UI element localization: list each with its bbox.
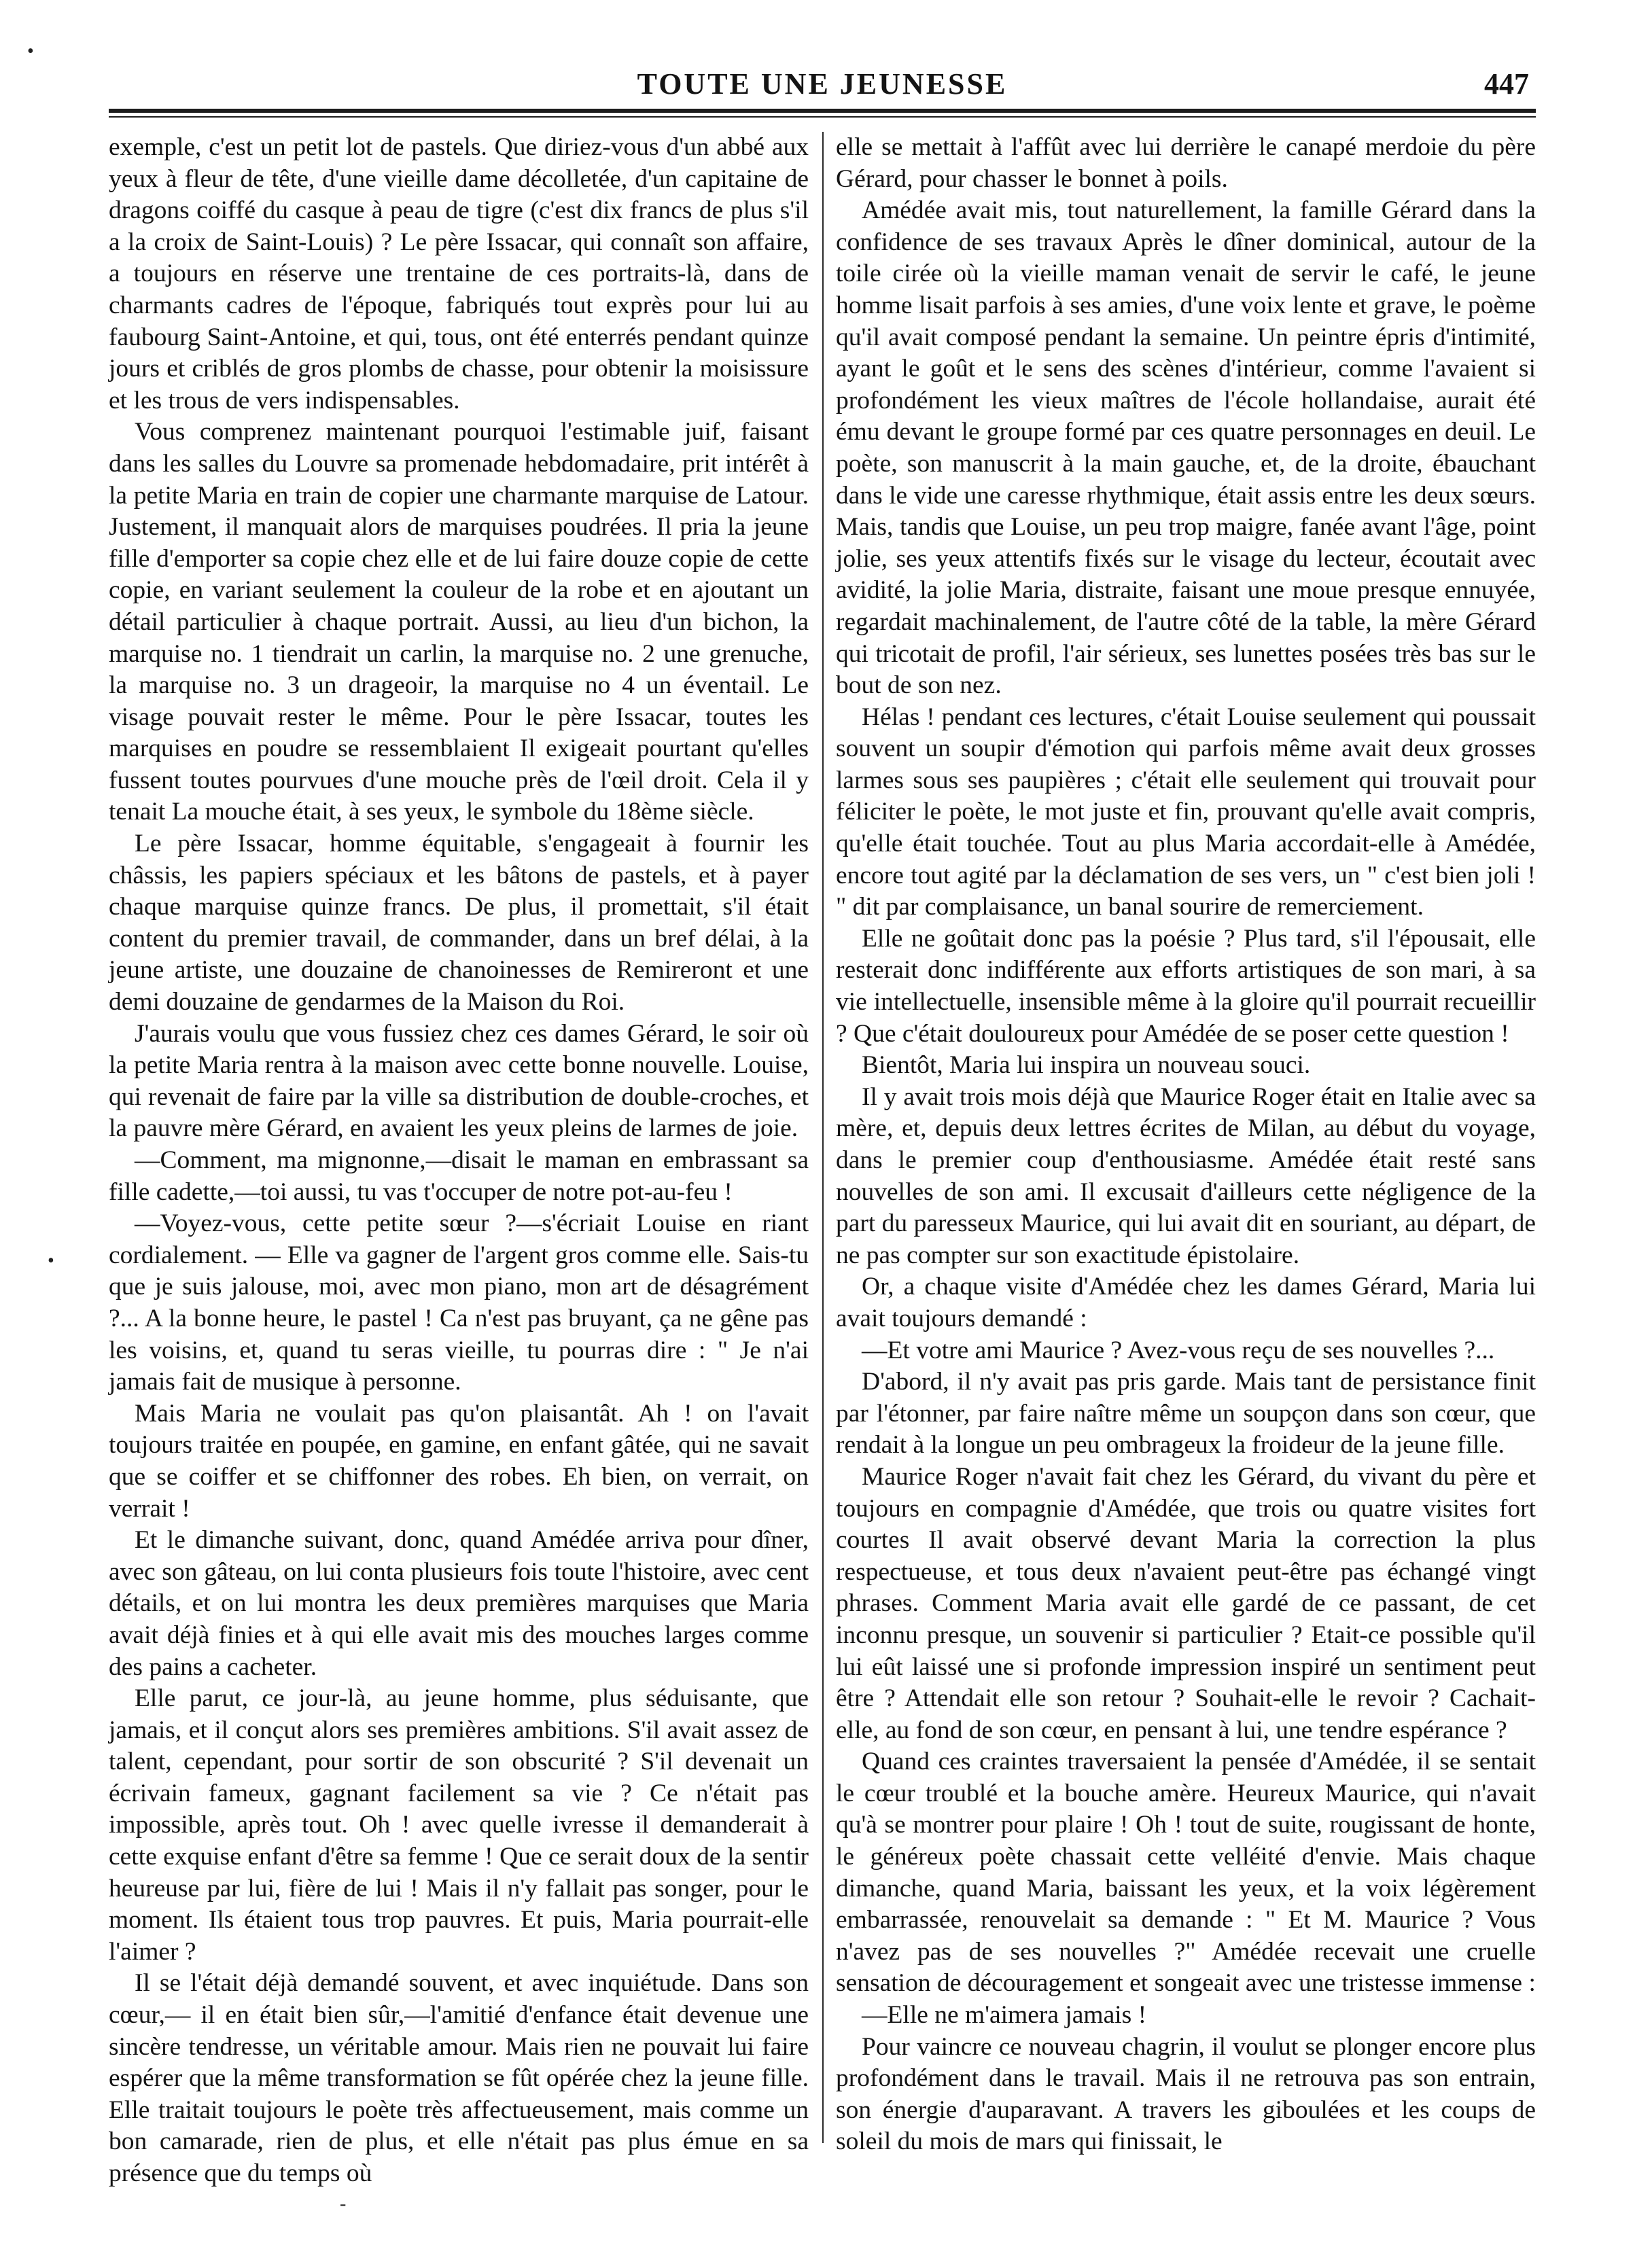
paragraph: Il se l'était déjà demandé souvent, et avec inquiétude. Dans son cœur,— il en était bien sûr,—l'amitié d'enfance était devenue une sincère tendresse, un véritable amour. Mais rien ne pouvait lui faire espérer que la même transformation se fût opérée chez la jeune fille. Elle traitait toujours le poète très affectueusement, mais comme un bon camarade, rien de plus, et elle n'était pas plus émue en sa présence que du temps où xyxy=(109,1969,809,2187)
paragraph: elle se mettait à l'affût avec lui derrière le canapé merdoie du père Gérard, pour chasser le bonnet à poils. xyxy=(836,133,1536,193)
paragraph: Il y avait trois mois déjà que Maurice Roger était en Italie avec sa mère, et, depuis deux lettres écrites de Milan, au début du voyage, dans le premier coup d'enthousiasme. Amédée était resté sans nouvelles de son ami. Il excusait d'ailleurs cette négligence de la part du paresseux Maurice, qui lui avait dit en souriant, au départ, de ne pas compter sur son exactitude épistolaire. xyxy=(836,1082,1536,1269)
paragraph: —Comment, ma mignonne,—disait le maman en embrassant sa fille cadette,—toi aussi, tu vas t'occuper de notre pot-au-feu ! xyxy=(109,1146,809,1206)
header-rule-thin xyxy=(109,116,1536,118)
paragraph: J'aurais voulu que vous fussiez chez ces dames Gérard, le soir où la petite Maria rentra à la maison avec cette bonne nouvelle. Louise, qui revenait de faire par la ville sa distribution de double-croches, et la pauvre mère Gérard, en avaient les yeux pleins de larmes de joie. xyxy=(109,1019,809,1143)
paragraph: exemple, c'est un petit lot de pastels. Que diriez-vous d'un abbé aux yeux à fleur de tête, d'une vieille dame décolletée, d'un capitaine de dragons coiffé du casque à peau de tigre (c'est dix francs de plus s'il a la croix de Saint-Louis) ? Le père Issacar, qui connaît son affaire, a toujours en réserve une trentaine de ces portraits-là, dans de charmants cadres de l'époque, fabriqués tout exprès pour lui au faubourg Saint-Antoine, et qui, tous, ont été enterrés pendant quinze jours et criblés de gros plombs de chasse, pour obtenir la moisissure et les trous de vers indispensables. xyxy=(109,133,809,414)
running-title: TOUTE UNE JEUNESSE xyxy=(637,67,1008,101)
margin-speck: - xyxy=(340,2193,347,2214)
paragraph: Vous comprenez maintenant pourquoi l'estimable juif, faisant dans les salles du Louvre sa promenade hebdomadaire, prit intérêt à la petite Maria en train de copier une charmante marquise de Latour. Justement, il manquait alors de marquises poudrées. Il pria la jeune fille d'emporter sa copie chez elle et de lui faire douze copie de cette copie, en variant seulement la couleur de la robe et en ajoutant un détail particulier à chaque portrait. Aussi, au lieu d'un bichon, la marquise no. 1 tiendrait un carlin, la marquise no. 2 une grenuche, la marquise no. 3 un drageoir, la marquise no 4 un éventail. Le visage pouvait rester le même. Pour le père Issacar, toutes les marquises en poudre se ressemblaient Il exigeait pourtant qu'elles fussent toutes pourvues d'une mouche près de l'œil droit. Cela il y tenait La mouche était, à ses yeux, le symbole du 18ème siècle. xyxy=(109,418,809,826)
paragraph: Elle ne goûtait donc pas la poésie ? Plus tard, s'il l'épousait, elle resterait donc indifférente aux efforts artistiques de son mari, à sa vie intellectuelle, insensible même à la gloire qu'il pourrait recueillir ? Que c'était douloureux pour Amédée de se poser cette question ! xyxy=(836,924,1536,1048)
left-column xyxy=(109,132,809,2204)
paragraph: Mais Maria ne voulait pas qu'on plaisantât. Ah ! on l'avait toujours traitée en poupée, en gamine, en enfant gâtée, qui ne savait que se coiffer et se chiffonner des robes. Eh bien, on verrait, on verrait ! xyxy=(109,1399,809,1523)
paragraph: —Voyez-vous, cette petite sœur ?—s'écriait Louise en riant cordialement. — Elle va gagner de l'argent gros comme elle. Sais-tu que je suis jalouse, moi, avec mon piano, mon art de désagrément ?... A la bonne heure, le pastel ! Ca n'est pas bruyant, ça ne gêne pas les voisins, et, quand tu seras vieille, tu pourras dire : " Je n'ai jamais fait de musique à personne. xyxy=(109,1209,809,1396)
paragraph: Bientôt, Maria lui inspira un nouveau souci. xyxy=(862,1051,1311,1080)
paragraph: D'abord, il n'y avait pas pris garde. Mais tant de persistance finit par l'étonner, par faire naître même un soupçon dans son cœur, que rendait à la longue un peu ombrageux la froideur de la jeune fille. xyxy=(836,1368,1536,1460)
paragraph: Pour vaincre ce nouveau chagrin, il voulut se plonger encore plus profondément dans le travail. Mais il ne retrouva pas son entrain, son énergie d'auparavant. A travers les giboulées et les coups de soleil du mois de mars qui finissait, le xyxy=(836,2032,1536,2156)
paragraph: Hélas ! pendant ces lectures, c'était Louise seulement qui poussait souvent un soupir d'émotion qui parfois même avait deux grosses larmes sous ses paupières ; c'était elle seulement qui trouvait pour féliciter le poète, le mot juste et fin, prouvant qu'elle avait compris, qu'elle était touchée. Tout au plus Maria accordait-elle à Amédée, encore tout agité par la déclamation de ses vers, un " c'est bien joli ! " dit par complaisance, un banal sourire de remerciement. xyxy=(836,703,1536,921)
paragraph: Or, a chaque visite d'Amédée chez les dames Gérard, Maria lui avait toujours demandé : xyxy=(836,1273,1536,1332)
paragraph: —Elle ne m'aimera jamais ! xyxy=(862,2001,1147,2030)
header-rule-thick xyxy=(109,109,1536,113)
paragraph: Et le dimanche suivant, donc, quand Amédée arriva pour dîner, avec son gâteau, on lui conta plusieurs fois toute l'histoire, avec cent détails, et on lui montra les deux premières marquises que Maria avait déjà finies et à qui elle avait mis des mouches larges comme des pains a cacheter. xyxy=(109,1526,809,1681)
paragraph: —Et votre ami Maurice ? Avez-vous reçu de ses nouvelles ?... xyxy=(862,1336,1495,1364)
margin-speck: • xyxy=(27,41,34,62)
page-number: 447 xyxy=(1484,67,1529,101)
column-divider xyxy=(822,132,824,2143)
paragraph: Amédée avait mis, tout naturellement, la famille Gérard dans la confidence de ses travaux Après le dîner dominical, autour de la toile cirée où la vieille maman venait de servir le café, le jeune homme lisait parfois à ses amies, d'une voix lente et grave, le poème qu'il avait composé pendant la semaine. Un peintre épris d'intimité, ayant le goût et le sens des scènes d'intérieur, comme l'avaient si profondément les vieux maîtres de l'école hollandaise, aurait été ému devant le groupe formé par ces quatre personnages en deuil. Le poète, son manuscrit à la main gauche, et, de la droite, ébauchant dans le vide une caresse rhythmique, était assis entre les deux sœurs. Mais, tandis que Louise, un peu trop maigre, fanée avant l'âge, point jolie, ses yeux attentifs fixés sur le visage du lecteur, écoutait avec avidité, la jolie Maria, distraite, faisant une moue presque ennuyée, regardait machinalement, de l'autre côté de la table, la mère Gérard qui tricotait de profil, l'air sérieux, ses lunettes posées très bas sur le bout de son nez. xyxy=(836,196,1536,700)
margin-speck: • xyxy=(48,1250,54,1271)
paragraph: Le père Issacar, homme équitable, s'engageait à fournir les châssis, les papiers spéciaux et les bâtons de pastels, et à payer chaque marquise quinze francs. De plus, il promettait, s'il était content du premier travail, de commander, dans un bref délai, à la jeune artiste, une douzaine de chanoinesses de Remireront et une demi douzaine de gendarmes de la Maison du Roi. xyxy=(109,830,809,1016)
page-header xyxy=(109,63,1536,103)
right-column xyxy=(836,132,1536,2204)
paragraph: Quand ces craintes traversaient la pensée d'Amédée, il se sentait le cœur troublé et la bouche amère. Heureux Maurice, qui n'avait qu'à se montrer pour plaire ! Oh ! tout de suite, rougissant de honte, le généreux poète chassait cette velléité d'envie. Mais chaque dimanche, quand Maria, baissant les yeux, et la voix légèrement embarrassée, renouvelait sa demande : " Et M. Maurice ? Vous n'avez pas de ses nouvelles ?" Amédée recevait une cruelle sensation de découragement et songeait avec une tristesse immense : xyxy=(836,1748,1536,1998)
paragraph: Maurice Roger n'avait fait chez les Gérard, du vivant du père et toujours en compagnie d'Amédée, que trois ou quatre visites fort courtes Il avait observé devant Maria la correction la plus respectueuse, et tous deux n'avaient peut-être pas échangé vingt phrases. Comment Maria avait elle gardé de ce passant, de cet inconnu presque, un souvenir si particulier ? Etait-ce possible qu'il lui eût laissé une si profonde impression inspiré un sentiment peut être ? Attendait elle son retour ? Souhait-elle le revoir ? Cachait-elle, au fond de son cœur, en pensant à lui, une tendre espérance ? xyxy=(836,1462,1536,1744)
paragraph: Elle parut, ce jour-là, au jeune homme, plus séduisante, que jamais, et il conçut alors ses premières ambitions. S'il avait assez de talent, cependant, pour sortir de son obscurité ? S'il devenait un écrivain fameux, gagnant facilement sa vie ? Ce n'était pas impossible, après tout. Oh ! avec quelle ivresse il demanderait à cette exquise enfant d'être sa femme ! Que ce serait doux de la sentir heureuse par lui, fière de lui ! Mais il n'y fallait pas songer, pour le moment. Ils étaient tous trop pauvres. Et puis, Maria pourrait-elle l'aimer ? xyxy=(109,1684,809,1966)
